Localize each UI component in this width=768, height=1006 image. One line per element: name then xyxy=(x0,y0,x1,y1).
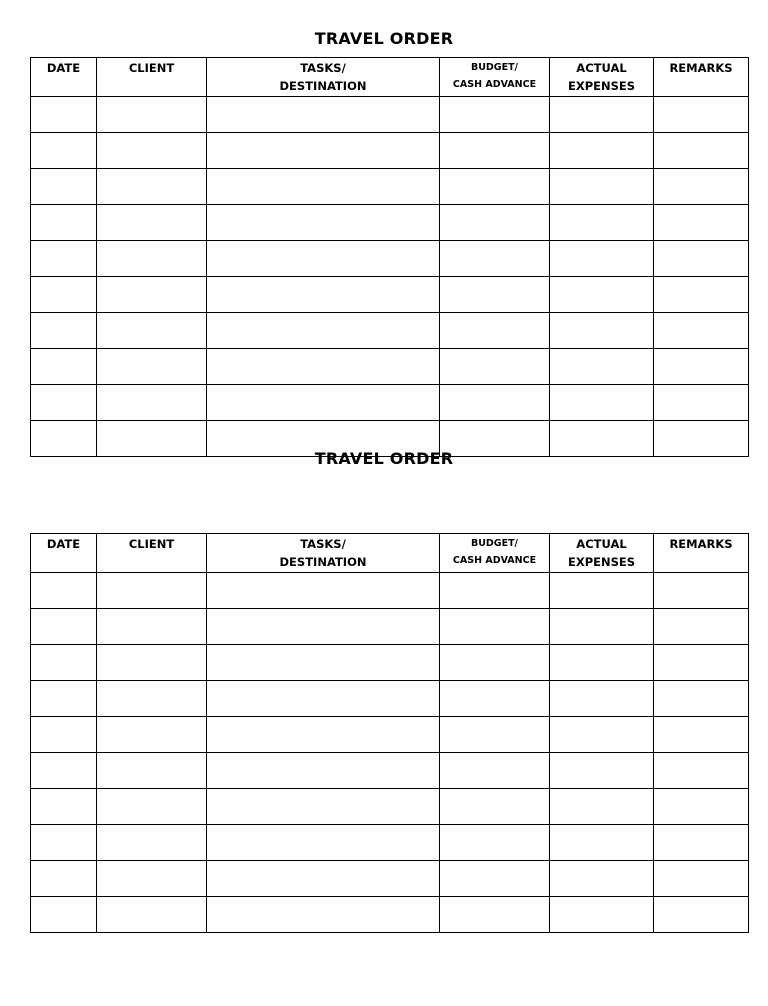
client-cell[interactable] xyxy=(97,717,207,753)
client-cell[interactable] xyxy=(97,861,207,897)
actual-expenses-cell[interactable] xyxy=(550,349,654,385)
remarks-cell[interactable] xyxy=(654,645,749,681)
tasks-destination-cell[interactable] xyxy=(207,717,440,753)
remarks-cell[interactable] xyxy=(654,573,749,609)
tasks-destination-cell[interactable] xyxy=(207,753,440,789)
table-row xyxy=(31,313,749,349)
client-cell[interactable] xyxy=(97,789,207,825)
table-row xyxy=(31,861,749,897)
budget-cell[interactable] xyxy=(440,133,550,169)
tasks-destination-cell[interactable] xyxy=(207,645,440,681)
actual-expenses-cell[interactable] xyxy=(550,825,654,861)
budget-cell[interactable] xyxy=(440,169,550,205)
budget-cell[interactable] xyxy=(440,789,550,825)
date-cell[interactable] xyxy=(31,789,97,825)
tasks-destination-cell[interactable] xyxy=(207,897,440,933)
table-row xyxy=(31,169,749,205)
budget-cell[interactable] xyxy=(440,205,550,241)
actual-expenses-cell[interactable] xyxy=(550,313,654,349)
budget-cell[interactable] xyxy=(440,825,550,861)
table-row xyxy=(31,133,749,169)
budget-cell[interactable] xyxy=(440,385,550,421)
table-row xyxy=(31,385,749,421)
col-header-date: DATE xyxy=(31,534,97,573)
tasks-destination-cell[interactable] xyxy=(207,385,440,421)
budget-cell[interactable] xyxy=(440,573,550,609)
col-header-budget-cash-advance: BUDGET/ CASH ADVANCE xyxy=(440,534,550,573)
tasks-destination-cell[interactable] xyxy=(207,313,440,349)
table-row xyxy=(31,349,749,385)
client-cell[interactable] xyxy=(97,385,207,421)
col-header-client: CLIENT xyxy=(97,58,207,97)
actual-expenses-cell[interactable] xyxy=(550,609,654,645)
remarks-cell[interactable] xyxy=(654,897,749,933)
table-row xyxy=(31,645,749,681)
budget-cell[interactable] xyxy=(440,861,550,897)
date-cell[interactable] xyxy=(31,897,97,933)
actual-expenses-cell[interactable] xyxy=(550,133,654,169)
remarks-cell[interactable] xyxy=(654,609,749,645)
tasks-destination-cell[interactable] xyxy=(207,277,440,313)
tasks-destination-cell[interactable] xyxy=(207,573,440,609)
tasks-destination-cell[interactable] xyxy=(207,241,440,277)
remarks-cell[interactable] xyxy=(654,313,749,349)
budget-cell[interactable] xyxy=(440,241,550,277)
actual-expenses-cell[interactable] xyxy=(550,169,654,205)
date-cell[interactable] xyxy=(31,205,97,241)
remarks-cell[interactable] xyxy=(654,825,749,861)
remarks-cell[interactable] xyxy=(654,717,749,753)
remarks-cell[interactable] xyxy=(654,205,749,241)
actual-expenses-cell[interactable] xyxy=(550,681,654,717)
col-header-remarks: REMARKS xyxy=(654,534,749,573)
col-header-actual-expenses: ACTUAL EXPENSES xyxy=(550,58,654,97)
client-cell[interactable] xyxy=(97,825,207,861)
client-cell[interactable] xyxy=(97,241,207,277)
actual-expenses-cell[interactable] xyxy=(550,861,654,897)
tasks-destination-cell[interactable] xyxy=(207,861,440,897)
col-header-tasks-destination: TASKS/ DESTINATION xyxy=(207,534,440,573)
remarks-cell[interactable] xyxy=(654,241,749,277)
budget-cell[interactable] xyxy=(440,349,550,385)
table-row xyxy=(31,609,749,645)
client-cell[interactable] xyxy=(97,313,207,349)
travel-order-table xyxy=(30,57,749,457)
actual-expenses-cell[interactable] xyxy=(550,277,654,313)
budget-cell[interactable] xyxy=(440,897,550,933)
budget-cell[interactable] xyxy=(440,753,550,789)
remarks-cell[interactable] xyxy=(654,349,749,385)
budget-cell[interactable] xyxy=(440,609,550,645)
tasks-destination-cell[interactable] xyxy=(207,133,440,169)
table-row xyxy=(31,205,749,241)
actual-expenses-cell[interactable] xyxy=(550,97,654,133)
table-row xyxy=(31,789,749,825)
table-row xyxy=(31,573,749,609)
budget-cell[interactable] xyxy=(440,681,550,717)
table-row xyxy=(31,753,749,789)
budget-cell[interactable] xyxy=(440,717,550,753)
form-title: TRAVEL ORDER xyxy=(314,449,454,468)
client-cell[interactable] xyxy=(97,97,207,133)
actual-expenses-cell[interactable] xyxy=(550,573,654,609)
tasks-destination-cell[interactable] xyxy=(207,97,440,133)
date-cell[interactable] xyxy=(31,385,97,421)
client-cell[interactable] xyxy=(97,681,207,717)
travel-order-table xyxy=(30,533,749,933)
date-cell[interactable] xyxy=(31,169,97,205)
client-cell[interactable] xyxy=(97,645,207,681)
date-cell[interactable] xyxy=(31,609,97,645)
col-header-tasks-destination: TASKS/ DESTINATION xyxy=(207,58,440,97)
actual-expenses-cell[interactable] xyxy=(550,241,654,277)
client-cell[interactable] xyxy=(97,349,207,385)
budget-cell[interactable] xyxy=(440,645,550,681)
table-row xyxy=(31,97,749,133)
date-cell[interactable] xyxy=(31,349,97,385)
actual-expenses-cell[interactable] xyxy=(550,385,654,421)
col-header-budget-cash-advance: BUDGET/ CASH ADVANCE xyxy=(440,58,550,97)
date-cell[interactable] xyxy=(31,861,97,897)
actual-expenses-cell[interactable] xyxy=(550,753,654,789)
date-cell[interactable] xyxy=(31,825,97,861)
date-cell[interactable] xyxy=(31,573,97,609)
remarks-cell[interactable] xyxy=(654,97,749,133)
remarks-cell[interactable] xyxy=(654,681,749,717)
date-cell[interactable] xyxy=(31,313,97,349)
client-cell[interactable] xyxy=(97,133,207,169)
date-cell[interactable] xyxy=(31,97,97,133)
budget-cell[interactable] xyxy=(440,277,550,313)
actual-expenses-cell[interactable] xyxy=(550,897,654,933)
date-cell[interactable] xyxy=(31,277,97,313)
table-row xyxy=(31,277,749,313)
tasks-destination-cell[interactable] xyxy=(207,205,440,241)
budget-cell[interactable] xyxy=(440,313,550,349)
remarks-cell[interactable] xyxy=(654,753,749,789)
table-row xyxy=(31,717,749,753)
client-cell[interactable] xyxy=(97,753,207,789)
actual-expenses-cell[interactable] xyxy=(550,645,654,681)
remarks-cell[interactable] xyxy=(654,133,749,169)
client-cell[interactable] xyxy=(97,169,207,205)
tasks-destination-cell[interactable] xyxy=(207,789,440,825)
header-row xyxy=(31,534,749,573)
date-cell[interactable] xyxy=(31,753,97,789)
date-cell[interactable] xyxy=(31,645,97,681)
col-header-actual-expenses: ACTUAL EXPENSES xyxy=(550,534,654,573)
date-cell[interactable] xyxy=(31,133,97,169)
form-title: TRAVEL ORDER xyxy=(314,29,454,48)
remarks-cell[interactable] xyxy=(654,789,749,825)
actual-expenses-cell[interactable] xyxy=(550,717,654,753)
client-cell[interactable] xyxy=(97,897,207,933)
tasks-destination-cell[interactable] xyxy=(207,825,440,861)
client-cell[interactable] xyxy=(97,205,207,241)
tasks-destination-cell[interactable] xyxy=(207,169,440,205)
table-row xyxy=(31,897,749,933)
remarks-cell[interactable] xyxy=(654,277,749,313)
table-row xyxy=(31,825,749,861)
client-cell[interactable] xyxy=(97,609,207,645)
client-cell[interactable] xyxy=(97,573,207,609)
tasks-destination-cell[interactable] xyxy=(207,609,440,645)
col-header-date: DATE xyxy=(31,58,97,97)
actual-expenses-cell[interactable] xyxy=(550,205,654,241)
date-cell[interactable] xyxy=(31,717,97,753)
tasks-destination-cell[interactable] xyxy=(207,349,440,385)
col-header-remarks: REMARKS xyxy=(654,58,749,97)
budget-cell[interactable] xyxy=(440,97,550,133)
col-header-client: CLIENT xyxy=(97,534,207,573)
actual-expenses-cell[interactable] xyxy=(550,789,654,825)
tasks-destination-cell[interactable] xyxy=(207,681,440,717)
client-cell[interactable] xyxy=(97,277,207,313)
date-cell[interactable] xyxy=(31,241,97,277)
remarks-cell[interactable] xyxy=(654,385,749,421)
table-row xyxy=(31,681,749,717)
remarks-cell[interactable] xyxy=(654,861,749,897)
table-row xyxy=(31,241,749,277)
date-cell[interactable] xyxy=(31,681,97,717)
header-row xyxy=(31,58,749,97)
remarks-cell[interactable] xyxy=(654,169,749,205)
